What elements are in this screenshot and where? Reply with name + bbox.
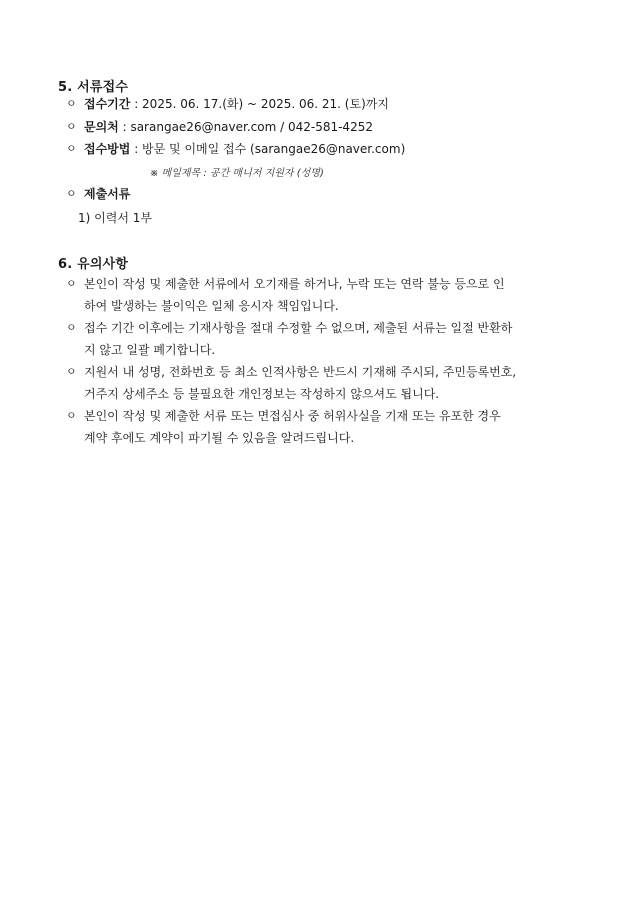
notice-line-1: 본인이 작성 및 제출한 서류에서 오기재를 하거나, 누락 또는 연락 불능 등으로 인 bbox=[84, 277, 505, 291]
item-value: 방문 및 이메일 접수 (sarangae26@naver.com) bbox=[142, 142, 406, 156]
notice-line-2: 하여 발생하는 불이익은 일체 응시자 책임입니다. bbox=[84, 299, 339, 313]
section-5-title: 5. 서류접수 bbox=[58, 80, 129, 95]
bullet-icon: ㅇ bbox=[66, 365, 77, 378]
notice-item-2 bbox=[66, 317, 582, 361]
submit-docs-item bbox=[66, 183, 582, 205]
email-subject-note: ※ 메일제목 : 공간 매니저 지원자 (성명) bbox=[150, 168, 324, 179]
item-label: 문의처 bbox=[84, 120, 119, 134]
section-6-title: 6. 유의사항 bbox=[58, 257, 129, 272]
notice-item-1 bbox=[66, 273, 582, 317]
item-separator: : bbox=[130, 142, 143, 156]
notice-item-4 bbox=[66, 405, 582, 449]
notice-line-1: 본인이 작성 및 제출한 서류 또는 면접심사 중 허위사실을 기재 또는 유포한 경우 bbox=[84, 409, 501, 423]
item-separator: : bbox=[130, 97, 143, 111]
reception-method-item bbox=[66, 138, 582, 160]
docs-list: 1) 이력서 1부 bbox=[78, 211, 152, 225]
notice-line-2: 계약 후에도 계약이 파기될 수 있음을 알려드립니다. bbox=[84, 431, 355, 445]
bullet-icon: ㅇ bbox=[66, 277, 77, 290]
item-value: 2025. 06. 17.(화) ~ 2025. 06. 21. (토)까지 bbox=[142, 97, 389, 111]
bullet-icon: ㅇ bbox=[66, 321, 77, 334]
bullet-icon: ㅇ bbox=[66, 187, 77, 200]
bullet-icon: ㅇ bbox=[66, 409, 77, 422]
notice-line-2: 거주지 상세주소 등 불필요한 개인정보는 작성하지 않으셔도 됩니다. bbox=[84, 387, 440, 401]
item-label: 제출서류 bbox=[84, 187, 131, 201]
notice-line-2: 지 않고 일괄 폐기합니다. bbox=[84, 343, 216, 357]
item-separator: : bbox=[118, 120, 131, 134]
notice-item-3 bbox=[66, 361, 582, 405]
reception-period-item bbox=[66, 93, 582, 115]
contact-item bbox=[66, 116, 582, 138]
bullet-icon: ㅇ bbox=[66, 142, 77, 155]
notice-line-1: 지원서 내 성명, 전화번호 등 최소 인적사항은 반드시 기재해 주시되, 주민등록번호, bbox=[84, 365, 517, 379]
notice-line-1: 접수 기간 이후에는 기재사항을 절대 수정할 수 없으며, 제출된 서류는 일절 반환하 bbox=[84, 321, 513, 335]
bullet-icon: ㅇ bbox=[66, 120, 77, 133]
bullet-icon: ㅇ bbox=[66, 97, 77, 110]
item-label: 접수기간 bbox=[84, 97, 131, 111]
item-value: sarangae26@naver.com / 042-581-4252 bbox=[130, 120, 373, 134]
item-label: 접수방법 bbox=[84, 142, 131, 156]
